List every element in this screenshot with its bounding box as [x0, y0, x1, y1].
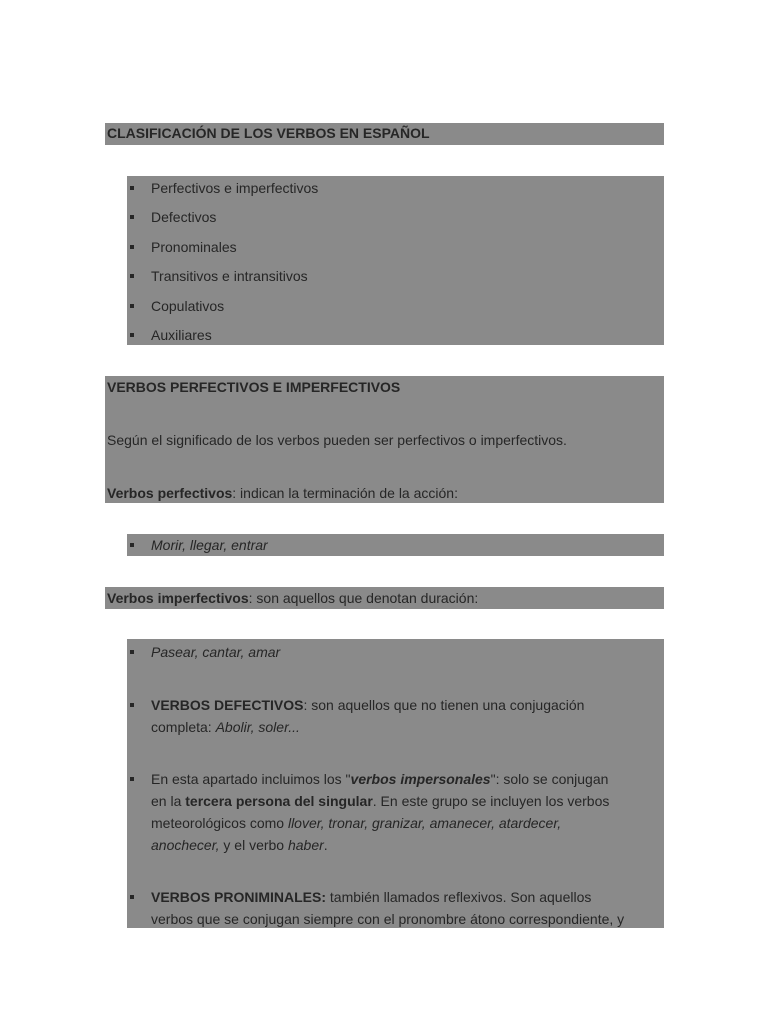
lower-list	[127, 639, 664, 928]
bullet-icon	[130, 245, 134, 249]
impersonal-text: .	[323, 837, 328, 853]
bullet-icon	[130, 895, 134, 899]
bullet-icon	[130, 543, 134, 547]
classification-list	[127, 176, 664, 345]
list-item-continuation	[151, 834, 328, 856]
list-item: Pasear, cantar, amar	[151, 644, 281, 660]
pronominal-label: VERBOS PRONIMINALES:	[151, 889, 327, 905]
list-item	[151, 886, 591, 908]
third-person-label: tercera persona del singular	[185, 793, 373, 809]
list-item: Perfectivos e imperfectivos	[151, 180, 319, 196]
defective-text: : son aquellos que no tienen una conjugación	[303, 697, 585, 713]
impersonal-text: ": solo se conjugan	[490, 771, 609, 787]
bullet-icon	[130, 215, 134, 219]
perfective-label: Verbos perfectivos	[107, 485, 233, 501]
weather-verbs: llover, tronar, granizar, amanecer, atardecer,	[287, 815, 562, 831]
defective-text-2: completa:	[151, 719, 216, 735]
list-item	[151, 694, 584, 716]
impersonal-text: En esta apartado incluimos los "	[151, 771, 351, 787]
imperfective-label: Verbos imperfectivos	[107, 590, 249, 606]
list-item-continuation	[151, 908, 624, 928]
imperfective-definition	[105, 587, 478, 609]
impersonal-label: verbos impersonales	[350, 771, 491, 787]
perfective-section	[105, 376, 664, 503]
perfective-desc: : indican la terminación de la acción:	[232, 485, 458, 501]
defective-examples: Abolir, soler...	[215, 719, 300, 735]
list-item: Morir, llegar, entrar	[151, 537, 268, 553]
bullet-icon	[130, 650, 134, 654]
bullet-icon	[130, 304, 134, 308]
list-item-continuation	[151, 812, 561, 834]
section-heading: VERBOS PERFECTIVOS E IMPERFECTIVOS	[107, 379, 401, 395]
bullet-icon	[130, 777, 134, 781]
list-item: Auxiliares	[151, 327, 212, 343]
impersonal-text: . En este grupo se incluyen los verbos	[372, 793, 610, 809]
list-item: Pronominales	[151, 239, 237, 255]
bullet-icon	[130, 274, 134, 278]
weather-verbs: anochecer,	[151, 837, 220, 853]
list-item-continuation	[151, 716, 300, 738]
bullet-icon	[130, 333, 134, 337]
section-intro: Según el significado de los verbos pueden ser perfectivos o imperfectivos.	[107, 432, 567, 448]
pronominal-text: verbos que se conjugan siempre con el pronombre átono correspondiente, y	[151, 911, 625, 927]
list-item	[151, 768, 608, 790]
perfective-definition	[105, 482, 458, 504]
imperfective-desc: : son aquellos que denotan duración:	[248, 590, 479, 606]
imperfective-definition-block	[105, 587, 664, 609]
list-item-continuation	[151, 790, 609, 812]
verb-haber: haber	[287, 837, 324, 853]
pronominal-text: también llamados reflexivos. Son aquellos	[326, 889, 592, 905]
list-item: Defectivos	[151, 209, 217, 225]
title-block	[105, 123, 664, 145]
bullet-icon	[130, 186, 134, 190]
defective-label: VERBOS DEFECTIVOS	[151, 697, 304, 713]
perfective-examples-block	[127, 534, 664, 556]
bullet-icon	[130, 703, 134, 707]
impersonal-text: meteorológicos como	[151, 815, 288, 831]
page-title: CLASIFICACIÓN DE LOS VERBOS EN ESPAÑOL	[107, 125, 430, 141]
impersonal-text: en la	[151, 793, 186, 809]
list-item: Copulativos	[151, 298, 225, 314]
list-item: Transitivos e intransitivos	[151, 268, 308, 284]
impersonal-text: y el verbo	[219, 837, 288, 853]
